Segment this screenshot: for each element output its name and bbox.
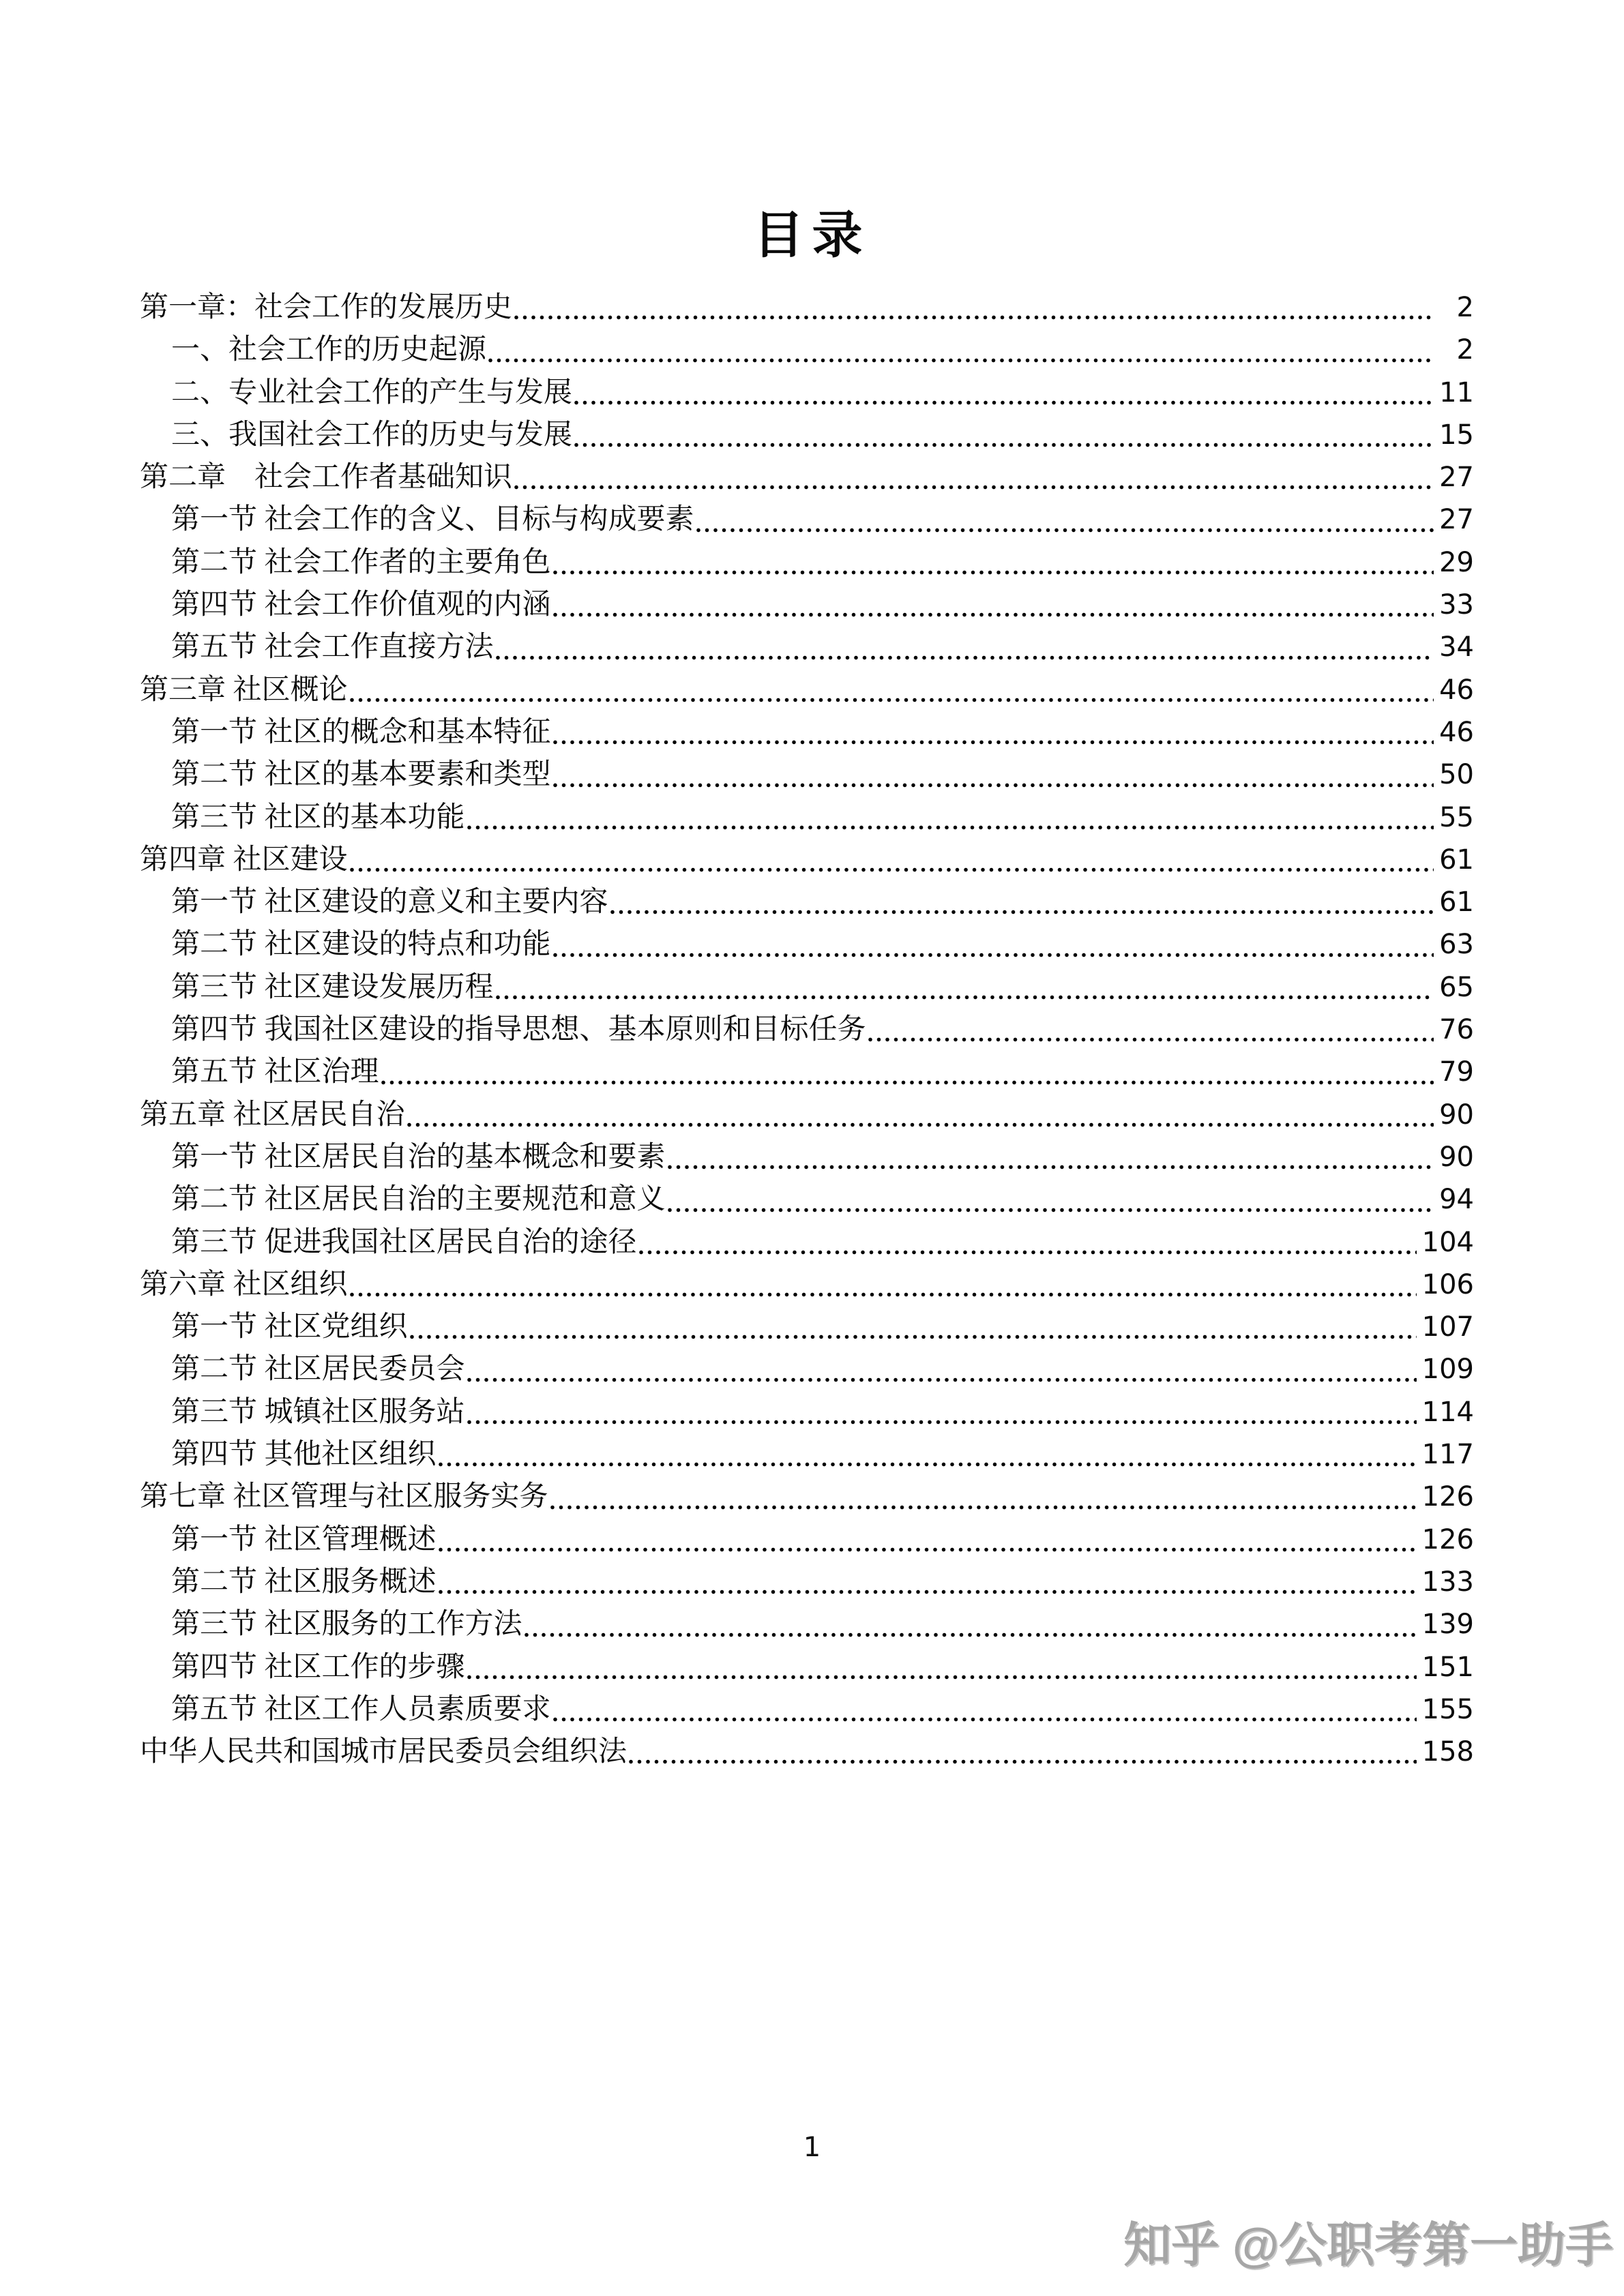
toc-leader-dots [496,995,1434,1000]
toc-leader-dots [553,612,1434,617]
toc-entry [140,1646,1474,1688]
toc-entry-label: 三、我国社会工作的历史与发展 [171,419,573,451]
toc-entry [140,966,1474,1009]
toc-entry-page: 15 [1439,419,1474,451]
toc-entry [140,286,1474,329]
toc-leader-dots [488,358,1434,363]
toc-entry [140,1009,1474,1051]
toc-entry-page: 104 [1421,1226,1474,1258]
toc-entry [140,1433,1474,1476]
toc-leader-dots [350,1292,1417,1297]
toc-entry-label: 第四节 社区工作的步骤 [171,1651,465,1683]
toc-entry-label: 第五章 社区居民自治 [140,1099,405,1131]
toc-entry-page: 2 [1456,292,1474,323]
toc-entry-label: 第二节 社区居民自治的主要规范和意义 [171,1184,666,1216]
toc-entry-label: 第三节 社区的基本功能 [171,801,465,833]
toc-entry-page: 126 [1421,1481,1474,1513]
toc-entry-page: 107 [1421,1311,1474,1343]
toc-entry-page: 109 [1421,1354,1474,1386]
toc-entry-label: 第二节 社区服务概述 [171,1566,437,1598]
toc-entry-label: 一、社会工作的历史起源 [171,334,487,366]
toc-entry [140,372,1474,414]
toc-entry-label: 第三节 城镇社区服务站 [171,1396,465,1428]
toc-entry-page: 65 [1439,971,1474,1003]
toc-entry-page: 27 [1439,462,1474,494]
toc-entry [140,839,1474,881]
toc-entry-label: 二、专业社会工作的产生与发展 [171,376,573,408]
toc-entry-page: 126 [1421,1523,1474,1555]
toc-leader-dots [496,655,1434,660]
toc-entry-page: 61 [1439,844,1474,876]
toc-entry [140,923,1474,966]
toc-entry-page: 46 [1439,716,1474,748]
toc-leader-dots [514,485,1434,490]
toc-entry [140,1051,1474,1093]
toc-entry-page: 34 [1439,631,1474,664]
toc-entry-page: 90 [1439,1141,1474,1173]
toc-entry-label: 第三节 促进我国社区居民自治的途径 [171,1226,637,1258]
toc-entry [140,541,1474,584]
toc-entry-page: 50 [1439,759,1474,791]
toc-entry [140,796,1474,839]
toc-entry [140,1348,1474,1390]
toc-leader-dots [381,1080,1434,1085]
toc-leader-dots [467,825,1434,830]
toc-leader-dots [668,1208,1434,1212]
toc-entry-label: 第四节 社会工作价值观的内涵 [171,589,551,621]
toc-entry-page: 11 [1439,376,1474,408]
toc-entry-label: 第五节 社区治理 [171,1056,379,1088]
toc-entry [140,1688,1474,1731]
toc-leader-dots [574,400,1434,405]
toc-entry [140,754,1474,796]
toc-entry [140,711,1474,754]
toc-leader-dots [439,1547,1417,1552]
toc-leader-dots [868,1037,1434,1042]
toc-leader-dots [610,910,1434,914]
toc-entry-page: 61 [1439,886,1474,919]
toc-leader-dots [467,1675,1417,1680]
toc-entry-label: 第四节 我国社区建设的指导思想、基本原则和目标任务 [171,1014,866,1046]
toc-leader-dots [639,1250,1417,1255]
toc-entry [140,1391,1474,1433]
toc-leader-dots [439,1462,1417,1467]
toc-leader-dots [553,570,1434,575]
watermark: 知乎 @公职考第一助手 [1123,2218,1613,2271]
toc-entry [140,881,1474,923]
toc-leader-dots [553,740,1434,745]
toc-leader-dots [574,443,1434,447]
toc-entry-label: 第二章 社会工作者基础知识 [140,462,513,494]
toc-entry [140,329,1474,371]
toc-entry-page: 29 [1439,546,1474,578]
toc-entry-page: 114 [1421,1396,1474,1428]
toc-list [140,286,1474,1773]
toc-entry-label: 第二节 社区建设的特点和功能 [171,929,551,961]
toc-leader-dots [467,1420,1417,1425]
toc-entry [140,1476,1474,1518]
page-title: 目录 [753,208,871,264]
toc-entry [140,1264,1474,1306]
toc-leader-dots [439,1590,1417,1594]
toc-leader-dots [410,1335,1417,1339]
toc-leader-dots [514,315,1434,320]
toc-entry-page: 63 [1439,929,1474,961]
toc-entry-label: 第二节 社区的基本要素和类型 [171,759,551,791]
toc-entry [140,1519,1474,1561]
toc-entry-page: 155 [1421,1693,1474,1725]
footer-page-number: 1 [803,2132,821,2163]
toc-entry-label: 第一节 社区管理概述 [171,1523,437,1555]
toc-entry [140,456,1474,498]
toc-entry-page: 139 [1421,1609,1474,1641]
toc-leader-dots [668,1165,1434,1169]
toc-entry-label: 第一节 社区建设的意义和主要内容 [171,886,608,919]
toc-entry-label: 中华人民共和国城市居民委员会组织法 [140,1736,628,1768]
toc-entry [140,1094,1474,1136]
toc-entry-page: 94 [1439,1184,1474,1216]
toc-leader-dots [553,783,1434,788]
toc-leader-dots [467,1377,1417,1382]
toc-entry [140,414,1474,456]
toc-entry-page: 151 [1421,1651,1474,1683]
toc-leader-dots [350,698,1434,702]
toc-entry-page: 46 [1439,674,1474,706]
toc-entry-page: 90 [1439,1099,1474,1131]
toc-entry [140,626,1474,668]
toc-entry-page: 76 [1439,1014,1474,1046]
toc-leader-dots [553,953,1434,957]
toc-leader-dots [550,1505,1417,1510]
toc-entry-page: 33 [1439,589,1474,621]
toc-entry [140,1178,1474,1221]
toc-entry [140,498,1474,541]
toc-entry [140,669,1474,711]
toc-entry [140,1306,1474,1348]
toc-entry [140,1136,1474,1178]
toc-entry [140,1603,1474,1645]
toc-entry-label: 第七章 社区管理与社区服务实务 [140,1481,548,1513]
toc-entry-page: 79 [1439,1056,1474,1088]
toc-entry-page: 133 [1421,1566,1474,1598]
toc-leader-dots [350,867,1434,872]
toc-entry-label: 第一章：社会工作的发展历史 [140,292,513,323]
toc-entry-label: 第三节 社区服务的工作方法 [171,1609,522,1641]
toc-entry-label: 第五节 社会工作直接方法 [171,631,494,664]
toc-entry-page: 55 [1439,801,1474,833]
toc-entry-label: 第四章 社区建设 [140,844,348,876]
toc-entry-page: 27 [1439,504,1474,536]
toc-entry [140,584,1474,626]
toc-entry [140,1221,1474,1264]
toc-leader-dots [553,1717,1417,1722]
toc-entry-label: 第四节 其他社区组织 [171,1439,437,1471]
toc-entry-page: 158 [1421,1736,1474,1768]
toc-entry-label: 第六章 社区组织 [140,1268,348,1300]
toc-leader-dots [696,528,1434,533]
toc-leader-dots [629,1759,1417,1764]
toc-entry-label: 第二节 社会工作者的主要角色 [171,546,551,578]
toc-leader-dots [525,1632,1417,1637]
toc-entry [140,1561,1474,1603]
toc-entry-label: 第一节 社区党组织 [171,1311,408,1343]
toc-entry-page: 2 [1456,334,1474,366]
toc-entry-label: 第一节 社会工作的含义、目标与构成要素 [171,504,694,536]
toc-entry [140,1731,1474,1773]
toc-entry-page: 117 [1421,1439,1474,1471]
toc-entry-label: 第三节 社区建设发展历程 [171,971,494,1003]
toc-entry-label: 第三章 社区概论 [140,674,348,706]
toc-entry-page: 106 [1421,1268,1474,1300]
toc-entry-label: 第五节 社区工作人员素质要求 [171,1693,551,1725]
toc-entry-label: 第一节 社区居民自治的基本概念和要素 [171,1141,666,1173]
toc-leader-dots [407,1122,1434,1127]
toc-entry-label: 第一节 社区的概念和基本特征 [171,716,551,748]
toc-entry-label: 第二节 社区居民委员会 [171,1354,465,1386]
